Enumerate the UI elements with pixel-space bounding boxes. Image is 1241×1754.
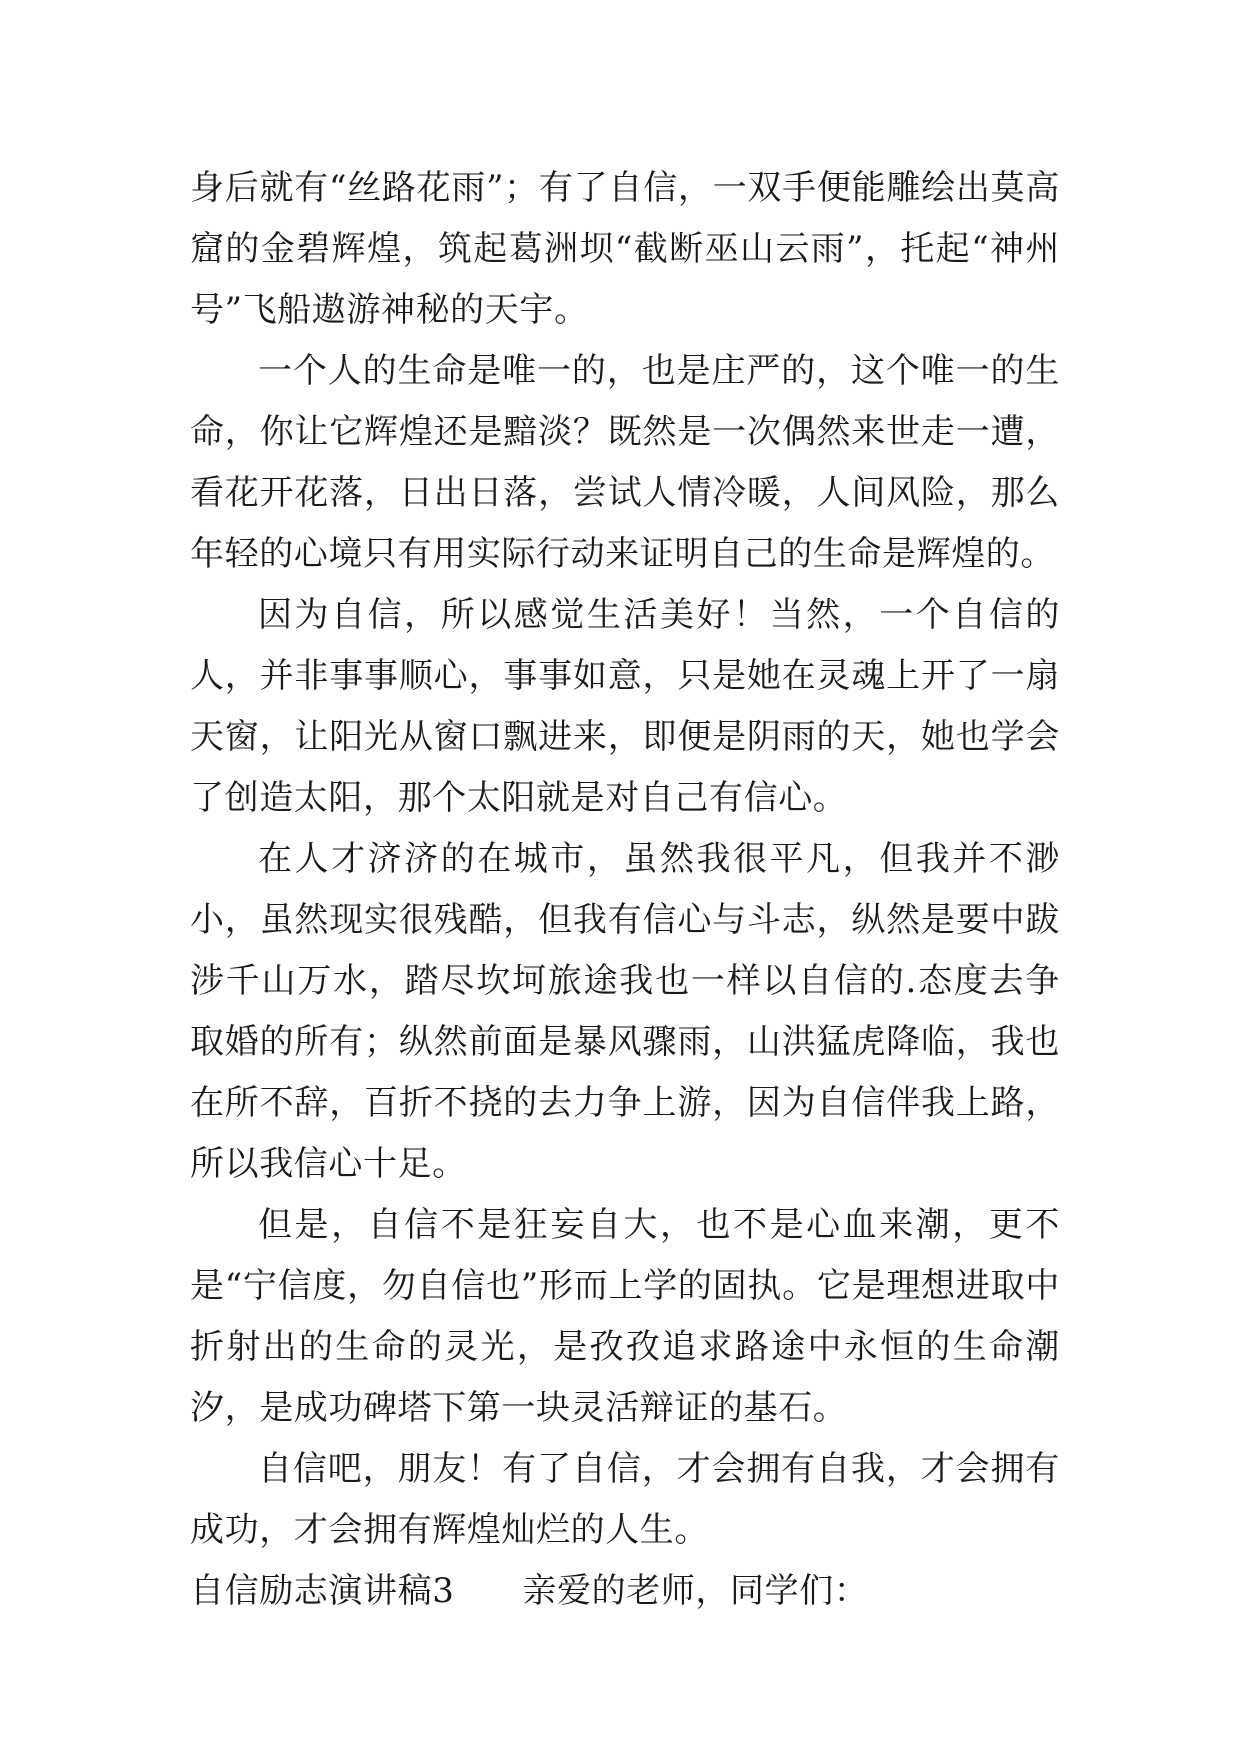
paragraph-2: 一个人的生命是唯一的，也是庄严的，这个唯一的生命，你让它辉煌还是黯淡？既然是一次偶然来世走一遭，看花开花落，日出日落，尝试人情冷暖，人间风险，那么年轻的心境只有用实际行动来证明自己的生命是辉煌的。 <box>190 351 1060 574</box>
paragraph-5: 但是，自信不是狂妄自大，也不是心血来潮，更不是“宁信度，勿自信也”形而上学的固执。它是理想进取中折射出的生命的灵光，是孜孜追求路途中永恒的生命潮汐，是成功碑塔下第一块灵活辩证的基石。 <box>190 1205 1060 1428</box>
section-heading-line <box>190 1561 1060 1622</box>
greeting: 亲爱的老师，同学们： <box>522 1571 869 1611</box>
paragraph-6: 自信吧，朋友！有了自信，才会拥有自我，才会拥有成功，才会拥有辉煌灿烂的人生。 <box>190 1449 1060 1550</box>
section-heading: 自信励志演讲稿3 <box>190 1571 455 1611</box>
paragraph-1: 身后就有“丝路花雨”；有了自信，一双手便能雕绘出莫高窟的金碧辉煌，筑起葛洲坝“截断巫山云雨”，托起“神州号”飞船遨游神秘的天宇。 <box>190 168 1060 330</box>
document-body <box>190 158 1060 1622</box>
paragraph-4: 在人才济济的在城市，虽然我很平凡，但我并不渺小，虽然现实很残酷，但我有信心与斗志，纵然是要中跋涉千山万水，踏尽坎坷旅途我也一样以自信的.态度去争取婚的所有；纵然前面是暴风骤雨，山洪猛虎降临，我也在所不辞，百折不挠的去力争上游，因为自信伴我上路，所以我信心十足。 <box>190 839 1060 1184</box>
paragraph-3: 因为自信，所以感觉生活美好！当然，一个自信的人，并非事事顺心，事事如意，只是她在灵魂上开了一扇天窗，让阳光从窗口飘进来，即便是阴雨的天，她也学会了创造太阳，那个太阳就是对自己有信心。 <box>190 595 1060 818</box>
